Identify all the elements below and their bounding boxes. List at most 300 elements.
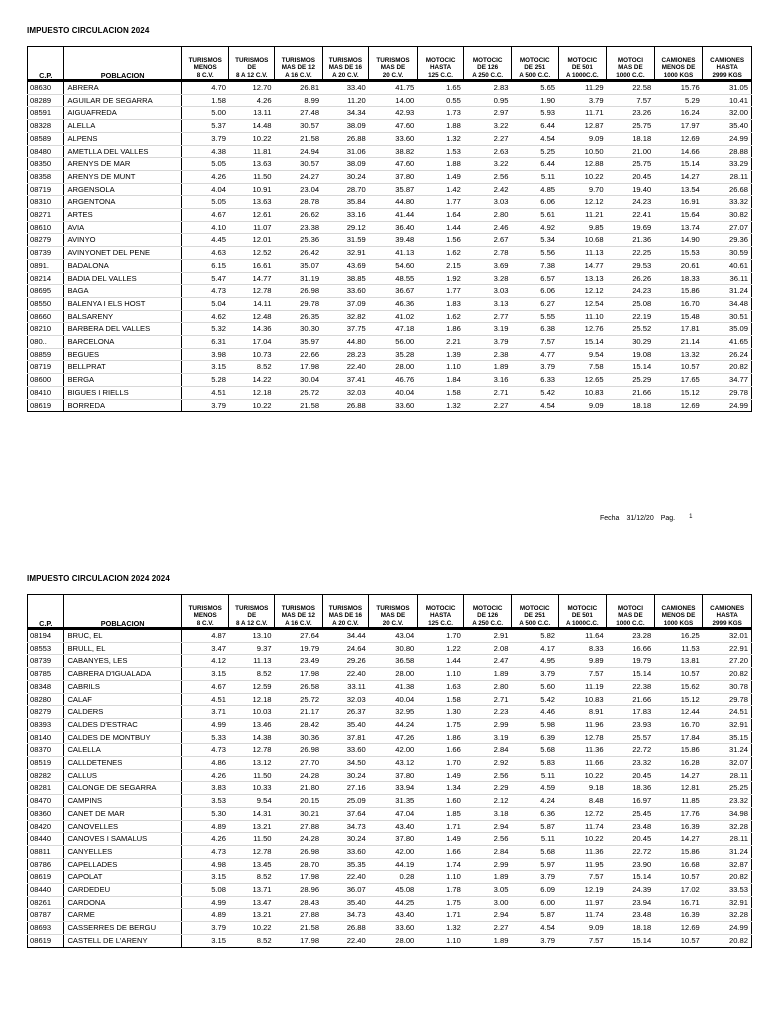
tax-rate-cell: 3.98 [181, 348, 229, 361]
column-header-line: MAS DE [618, 612, 643, 620]
tax-rate-cell: 29.78 [703, 386, 752, 399]
municipality-cell: CABRILS [64, 680, 181, 693]
tax-rate-cell: 19.79 [607, 655, 655, 668]
column-header-line: TURISMOS [328, 57, 363, 65]
page-footer [600, 514, 692, 522]
tax-rate-cell: 31.05 [703, 81, 752, 95]
tax-rate-cell: 26.58 [275, 680, 323, 693]
tax-rate-cell: 4.54 [511, 922, 558, 935]
table-row [28, 845, 752, 858]
tax-rate-cell: 21.14 [654, 336, 703, 349]
tax-rate-cell: 33.40 [322, 81, 369, 95]
municipality-cell: CALDES DE MONTBUY [64, 731, 181, 744]
tax-rate-cell: 10.50 [558, 145, 607, 158]
tax-rate-cell: 25.57 [607, 731, 655, 744]
tax-rate-cell: 11.10 [558, 310, 607, 323]
municipality-cell: CALELLA [64, 744, 181, 757]
tax-rate-cell: 7.57 [558, 934, 607, 947]
tax-rate-cell: 35.40 [322, 896, 369, 909]
tax-rate-cell: 41.02 [369, 310, 418, 323]
table-row [28, 693, 752, 706]
column-header-line: 8 C.V. [196, 71, 214, 79]
column-header-line: CAMIONES [710, 605, 745, 613]
tax-rate-cell: 1.84 [417, 374, 464, 387]
tax-rate-cell: 16.91 [654, 196, 703, 209]
tax-rate-cell: 23.90 [607, 858, 655, 871]
tax-rate-cell: 4.17 [511, 642, 558, 655]
tax-rate-cell: 41.65 [703, 336, 752, 349]
tax-rate-cell: 11.21 [558, 209, 607, 222]
postal-code-cell: 08279 [28, 234, 64, 247]
tax-rate-cell: 21.66 [607, 693, 655, 706]
tax-rate-cell: 5.34 [511, 234, 558, 247]
tax-rate-cell: 3.79 [511, 934, 558, 947]
tax-rate-cell: 17.98 [275, 668, 323, 681]
column-header-line: HASTA [429, 612, 452, 620]
tax-rate-cell: 11.85 [654, 795, 703, 808]
header-row [28, 595, 752, 629]
tax-rate-cell: 5.82 [511, 629, 558, 643]
column-header-line: 1000 C.C. [616, 619, 645, 627]
table-row [28, 336, 752, 349]
table-row [28, 757, 752, 770]
tax-rate-cell: 1.71 [417, 909, 464, 922]
tax-rate-cell: 46.36 [369, 297, 418, 310]
tax-rate-cell: 14.38 [229, 731, 275, 744]
municipality-cell: BARCELONA [64, 336, 181, 349]
tax-rate-cell: 6.36 [511, 807, 558, 820]
tax-rate-cell: 4.67 [181, 209, 229, 222]
column-header-line: MENOS [193, 612, 217, 620]
tax-rate-cell: 13.13 [558, 272, 607, 285]
tax-rate-cell: 8.52 [229, 934, 275, 947]
tax-rate-cell: 18.33 [654, 272, 703, 285]
tax-rate-cell: 44.25 [369, 896, 418, 909]
tax-rate-cell: 40.04 [369, 386, 418, 399]
tax-rate-cell: 42.00 [369, 744, 418, 757]
tax-rate-cell: 35.84 [322, 196, 369, 209]
tax-rate-cell: 12.54 [558, 297, 607, 310]
table-row [28, 718, 752, 731]
tax-rate-cell: 26.26 [607, 272, 655, 285]
tax-rate-cell: 9.18 [558, 782, 607, 795]
tax-rate-cell: 31.24 [703, 285, 752, 298]
tax-rate-cell: 16.71 [654, 896, 703, 909]
municipality-cell: AVINYONET DEL PENE [64, 247, 181, 260]
tax-rate-cell: 4.04 [181, 183, 229, 196]
tax-rate-cell: 2.94 [464, 820, 512, 833]
tax-rate-cell: 1.70 [417, 629, 464, 643]
postal-code-cell: 08410 [28, 386, 64, 399]
postal-code-cell: 08693 [28, 922, 64, 935]
tax-rate-cell: 12.72 [558, 807, 607, 820]
tax-rate-cell: 0.55 [417, 94, 464, 107]
tax-rate-cell: 26.88 [322, 399, 369, 412]
tax-rate-cell: 25.08 [607, 297, 655, 310]
column-header-line: TURISMOS [376, 605, 410, 613]
tax-rate-cell: 10.22 [229, 399, 275, 412]
tax-rate-cell: 10.57 [654, 668, 703, 681]
tax-rate-cell: 10.68 [558, 234, 607, 247]
tax-rate-cell: 3.03 [464, 196, 512, 209]
tax-rate-cell: 13.12 [229, 757, 275, 770]
tax-rate-cell: 12.18 [229, 693, 275, 706]
municipality-cell: CARME [64, 909, 181, 922]
tax-rate-cell: 4.99 [181, 718, 229, 731]
tax-rate-cell: 20.82 [703, 668, 752, 681]
tax-rate-cell: 21.36 [607, 234, 655, 247]
tax-rate-cell: 30.78 [703, 680, 752, 693]
tax-rate-cell: 10.57 [654, 361, 703, 374]
tax-rate-cell: 15.53 [654, 247, 703, 260]
tax-rate-cell: 2.71 [464, 386, 512, 399]
tax-rate-cell: 24.99 [703, 922, 752, 935]
tax-rate-cell: 35.09 [703, 323, 752, 336]
tax-rate-cell: 1.34 [417, 782, 464, 795]
postal-code-cell: 08619 [28, 871, 64, 884]
column-header-line: A 16 C.V. [285, 71, 312, 79]
tax-rate-cell: 9.09 [558, 132, 607, 145]
tax-rate-cell: 17.65 [654, 374, 703, 387]
tax-rate-cell: 20.15 [275, 795, 323, 808]
tax-rate-cell: 1.44 [417, 221, 464, 234]
tax-rate-cell: 14.00 [369, 94, 418, 107]
column-header-line: MAS DE [618, 64, 643, 72]
tax-rate-cell: 3.15 [181, 934, 229, 947]
column-header-line: MOTOCI [617, 605, 643, 613]
tax-rate-cell: 22.91 [703, 642, 752, 655]
tax-rate-cell: 16.39 [654, 820, 703, 833]
tax-rate-cell: 9.89 [558, 655, 607, 668]
column-header-line: 1000 KGS [663, 619, 694, 627]
tax-rate-cell: 1.66 [417, 744, 464, 757]
tax-rate-cell: 35.87 [369, 183, 418, 196]
column-header [229, 595, 275, 629]
table-row [28, 399, 752, 412]
tax-rate-cell: 23.93 [607, 718, 655, 731]
tax-rate-cell: 4.89 [181, 820, 229, 833]
tax-rate-cell: 4.63 [181, 247, 229, 260]
tax-rate-cell: 17.02 [654, 884, 703, 897]
postal-code-cell: 08619 [28, 399, 64, 412]
tax-rate-cell: 16.70 [654, 718, 703, 731]
table-row [28, 642, 752, 655]
header-row [28, 47, 752, 81]
tax-rate-cell: 16.66 [607, 642, 655, 655]
tax-rate-cell: 34.50 [322, 757, 369, 770]
tax-rate-cell: 3.79 [181, 399, 229, 412]
tax-rate-cell: 11.97 [558, 896, 607, 909]
postal-code-cell: 08619 [28, 934, 64, 947]
tax-rate-cell: 1.22 [417, 642, 464, 655]
tax-rate-cell: 6.33 [511, 374, 558, 387]
municipality-cell: ABRERA [64, 81, 181, 95]
tax-rate-cell: 10.57 [654, 934, 703, 947]
column-header-line: A 16 C.V. [285, 619, 312, 627]
tax-rate-cell: 1.64 [417, 209, 464, 222]
tax-rate-cell: 3.79 [511, 361, 558, 374]
postal-code-cell: 08393 [28, 718, 64, 731]
postal-code-cell: 08281 [28, 782, 64, 795]
column-header [654, 595, 703, 629]
tax-rate-cell: 4.67 [181, 680, 229, 693]
column-header [322, 595, 369, 629]
tax-rate-cell: 12.61 [229, 209, 275, 222]
tax-rate-cell: 11.50 [229, 769, 275, 782]
table-row [28, 934, 752, 947]
tax-rate-cell: 7.57 [607, 94, 655, 107]
tax-rate-cell: 6.44 [511, 120, 558, 133]
table-row [28, 310, 752, 323]
tax-rate-cell: 37.09 [322, 297, 369, 310]
column-header [181, 47, 229, 81]
postal-code-cell: 08610 [28, 221, 64, 234]
tax-rate-cell: 1.42 [417, 183, 464, 196]
column-header [558, 47, 607, 81]
tax-rate-cell: 29.26 [322, 655, 369, 668]
tax-rate-cell: 17.98 [275, 361, 323, 374]
tax-rate-cell: 11.96 [558, 718, 607, 731]
tax-rate-cell: 3.03 [464, 285, 512, 298]
tax-rate-cell: 2.15 [417, 259, 464, 272]
table-row [28, 234, 752, 247]
tax-rate-cell: 4.99 [181, 896, 229, 909]
tax-rate-cell: 2.99 [464, 858, 512, 871]
tax-rate-cell: 28.78 [275, 196, 323, 209]
tax-rate-cell: 9.85 [558, 221, 607, 234]
tax-rate-cell: 32.91 [703, 896, 752, 909]
table-row [28, 782, 752, 795]
tax-rate-cell: 33.60 [369, 922, 418, 935]
tax-rate-cell: 1.74 [417, 858, 464, 871]
tax-rate-cell: 3.19 [464, 323, 512, 336]
municipality-cell: CANET DE MAR [64, 807, 181, 820]
column-header-line: DE 251 [524, 64, 546, 72]
column-header-line: TURISMOS [235, 605, 269, 613]
postal-code-cell: 08261 [28, 896, 64, 909]
tax-rate-cell: 31.24 [703, 744, 752, 757]
tax-rate-cell: 4.89 [181, 909, 229, 922]
tax-rate-cell: 15.14 [607, 934, 655, 947]
tax-rate-cell: 5.11 [511, 769, 558, 782]
tax-rate-cell: 1.32 [417, 399, 464, 412]
tax-rate-cell: 15.14 [558, 336, 607, 349]
tax-rate-cell: 4.26 [181, 833, 229, 846]
column-header-line: A 250 C.C. [472, 71, 504, 79]
tax-rate-cell: 13.21 [229, 909, 275, 922]
tax-rate-cell: 3.79 [464, 336, 512, 349]
tax-rate-cell: 46.76 [369, 374, 418, 387]
tax-rate-cell: 21.58 [275, 132, 323, 145]
tax-rate-cell: 19.69 [607, 221, 655, 234]
tax-rate-cell: 33.60 [369, 399, 418, 412]
postal-code-cell: 08719 [28, 183, 64, 196]
tax-rate-cell: 3.22 [464, 120, 512, 133]
tax-rate-cell: 14.90 [654, 234, 703, 247]
tax-rate-cell: 16.61 [229, 259, 275, 272]
column-header [654, 47, 703, 81]
municipality-cell: ALPENS [64, 132, 181, 145]
tax-rate-cell: 3.15 [181, 871, 229, 884]
tax-rate-cell: 9.09 [558, 399, 607, 412]
tax-rate-cell: 22.40 [322, 361, 369, 374]
tax-rate-cell: 1.66 [417, 845, 464, 858]
tax-rate-cell: 1.53 [417, 145, 464, 158]
tax-rate-cell: 29.53 [607, 259, 655, 272]
tax-rate-cell: 28.00 [369, 361, 418, 374]
tax-rate-cell: 22.25 [607, 247, 655, 260]
tax-rate-cell: 1.88 [417, 120, 464, 133]
tax-rate-cell: 1.58 [417, 693, 464, 706]
tax-rate-cell: 3.13 [464, 297, 512, 310]
tax-rate-cell: 24.28 [275, 833, 323, 846]
tax-rate-cell: 12.12 [558, 285, 607, 298]
tax-rate-cell: 11.50 [229, 833, 275, 846]
column-header [511, 595, 558, 629]
column-header-line: DE 501 [571, 612, 593, 620]
column-header-line: DE 126 [477, 64, 499, 72]
column-header [607, 47, 655, 81]
tax-rate-cell: 15.14 [654, 158, 703, 171]
tax-rate-cell: 45.08 [369, 884, 418, 897]
postal-code-cell: 08600 [28, 374, 64, 387]
tax-rate-cell: 10.91 [229, 183, 275, 196]
tax-rate-cell: 5.47 [181, 272, 229, 285]
tax-rate-cell: 14.48 [229, 120, 275, 133]
municipality-cell: CASSERRES DE BERGU [64, 922, 181, 935]
tax-rate-cell: 13.74 [654, 221, 703, 234]
column-header-line: 20 C.V. [382, 619, 404, 627]
table-row [28, 132, 752, 145]
tax-rate-cell: 33.60 [369, 132, 418, 145]
tax-rate-cell: 1.77 [417, 285, 464, 298]
tax-rate-cell: 2.29 [464, 782, 512, 795]
municipality-cell: BARBERA DEL VALLES [64, 323, 181, 336]
tax-rate-cell: 11.95 [558, 858, 607, 871]
tax-rate-cell: 8.52 [229, 871, 275, 884]
tax-rate-cell: 13.45 [229, 858, 275, 871]
column-header-line: 2999 KGS [712, 71, 742, 79]
tax-rate-cell: 1.89 [464, 361, 512, 374]
tax-rate-cell: 1.89 [464, 668, 512, 681]
tax-rate-cell: 3.22 [464, 158, 512, 171]
municipality-cell: ARGENTONA [64, 196, 181, 209]
tax-rate-cell: 12.19 [558, 884, 607, 897]
tax-rate-cell: 10.57 [654, 871, 703, 884]
tax-rate-cell: 4.26 [229, 94, 275, 107]
tax-rate-cell: 22.38 [607, 680, 655, 693]
postal-code-cell: 08470 [28, 795, 64, 808]
column-header-line: 20 C.V. [382, 71, 404, 79]
tax-rate-cell: 39.48 [369, 234, 418, 247]
tax-rate-cell: 12.78 [229, 285, 275, 298]
tax-rate-cell: 12.78 [229, 744, 275, 757]
postal-code-cell: 08591 [28, 107, 64, 120]
tax-rate-cell: 28.23 [322, 348, 369, 361]
column-header-poblacion: POBLACION [64, 47, 181, 81]
tax-rate-cell: 36.11 [703, 272, 752, 285]
table-row [28, 922, 752, 935]
tax-rate-cell: 28.70 [322, 183, 369, 196]
tax-rate-cell: 20.82 [703, 361, 752, 374]
tax-rate-cell: 25.72 [275, 693, 323, 706]
tax-rate-cell: 37.64 [322, 807, 369, 820]
tax-rate-cell: 5.98 [511, 718, 558, 731]
tax-rate-cell: 2.92 [464, 757, 512, 770]
tax-rate-cell: 5.28 [181, 374, 229, 387]
postal-code-cell: 08310 [28, 196, 64, 209]
tax-rate-cell: 48.55 [369, 272, 418, 285]
table-row [28, 285, 752, 298]
tax-rate-cell: 15.64 [654, 209, 703, 222]
tax-rate-cell: 4.87 [181, 629, 229, 643]
tax-rate-cell: 30.80 [369, 642, 418, 655]
tax-rate-cell: 38.85 [322, 272, 369, 285]
tax-rate-cell: 27.48 [275, 107, 323, 120]
tax-rate-cell: 20.61 [654, 259, 703, 272]
column-header-line: A 20 C.V. [332, 71, 359, 79]
tax-rate-cell: 2.56 [464, 170, 512, 183]
column-header-line: 125 C.C. [428, 619, 454, 627]
municipality-cell: CALDES D'ESTRAC [64, 718, 181, 731]
table-row [28, 769, 752, 782]
column-header-line: DE 251 [524, 612, 546, 620]
tax-rate-cell: 35.40 [703, 120, 752, 133]
tax-rate-cell: 11.64 [558, 629, 607, 643]
tax-rate-cell: 24.28 [275, 769, 323, 782]
tax-rate-cell: 4.98 [181, 858, 229, 871]
tax-rate-cell: 38.82 [369, 145, 418, 158]
postal-code-cell: 08811 [28, 845, 64, 858]
tax-rate-cell: 26.98 [275, 744, 323, 757]
tax-rate-cell: 24.94 [275, 145, 323, 158]
municipality-cell: ALELLA [64, 120, 181, 133]
tax-rate-cell: 12.12 [558, 196, 607, 209]
postal-code-cell: 08787 [28, 909, 64, 922]
table-row [28, 795, 752, 808]
tax-rate-cell: 15.86 [654, 845, 703, 858]
table-row [28, 706, 752, 719]
tax-rate-cell: 1.62 [417, 247, 464, 260]
table-row [28, 196, 752, 209]
date-label: Fecha [600, 515, 620, 522]
municipality-cell: CAPOLAT [64, 871, 181, 884]
tax-rate-cell: 13.10 [229, 629, 275, 643]
tax-rate-cell: 3.15 [181, 668, 229, 681]
tax-rate-cell: 21.80 [275, 782, 323, 795]
tax-rate-cell: 44.19 [369, 858, 418, 871]
tax-rate-cell: 27.07 [703, 221, 752, 234]
tax-rate-cell: 30.21 [275, 807, 323, 820]
tax-rate-cell: 1.75 [417, 896, 464, 909]
tax-rate-cell: 1.70 [417, 757, 464, 770]
tax-rate-cell: 6.06 [511, 196, 558, 209]
tax-rate-cell: 30.29 [607, 336, 655, 349]
column-header-line: CAMIONES [661, 605, 696, 613]
tax-rate-cell: 30.82 [703, 209, 752, 222]
tax-rate-cell: 13.71 [229, 884, 275, 897]
column-header-line: MENOS DE [661, 64, 696, 72]
tax-rate-cell: 37.81 [322, 731, 369, 744]
column-header-line: A 500 C.C. [519, 619, 551, 627]
tax-rate-cell: 32.95 [369, 706, 418, 719]
tax-rate-cell: 1.49 [417, 170, 464, 183]
tax-rate-cell: 27.88 [275, 820, 323, 833]
tax-rate-cell: 32.91 [703, 718, 752, 731]
tax-rate-cell: 2.08 [464, 642, 512, 655]
table-row [28, 272, 752, 285]
postal-code-cell: 08214 [28, 272, 64, 285]
